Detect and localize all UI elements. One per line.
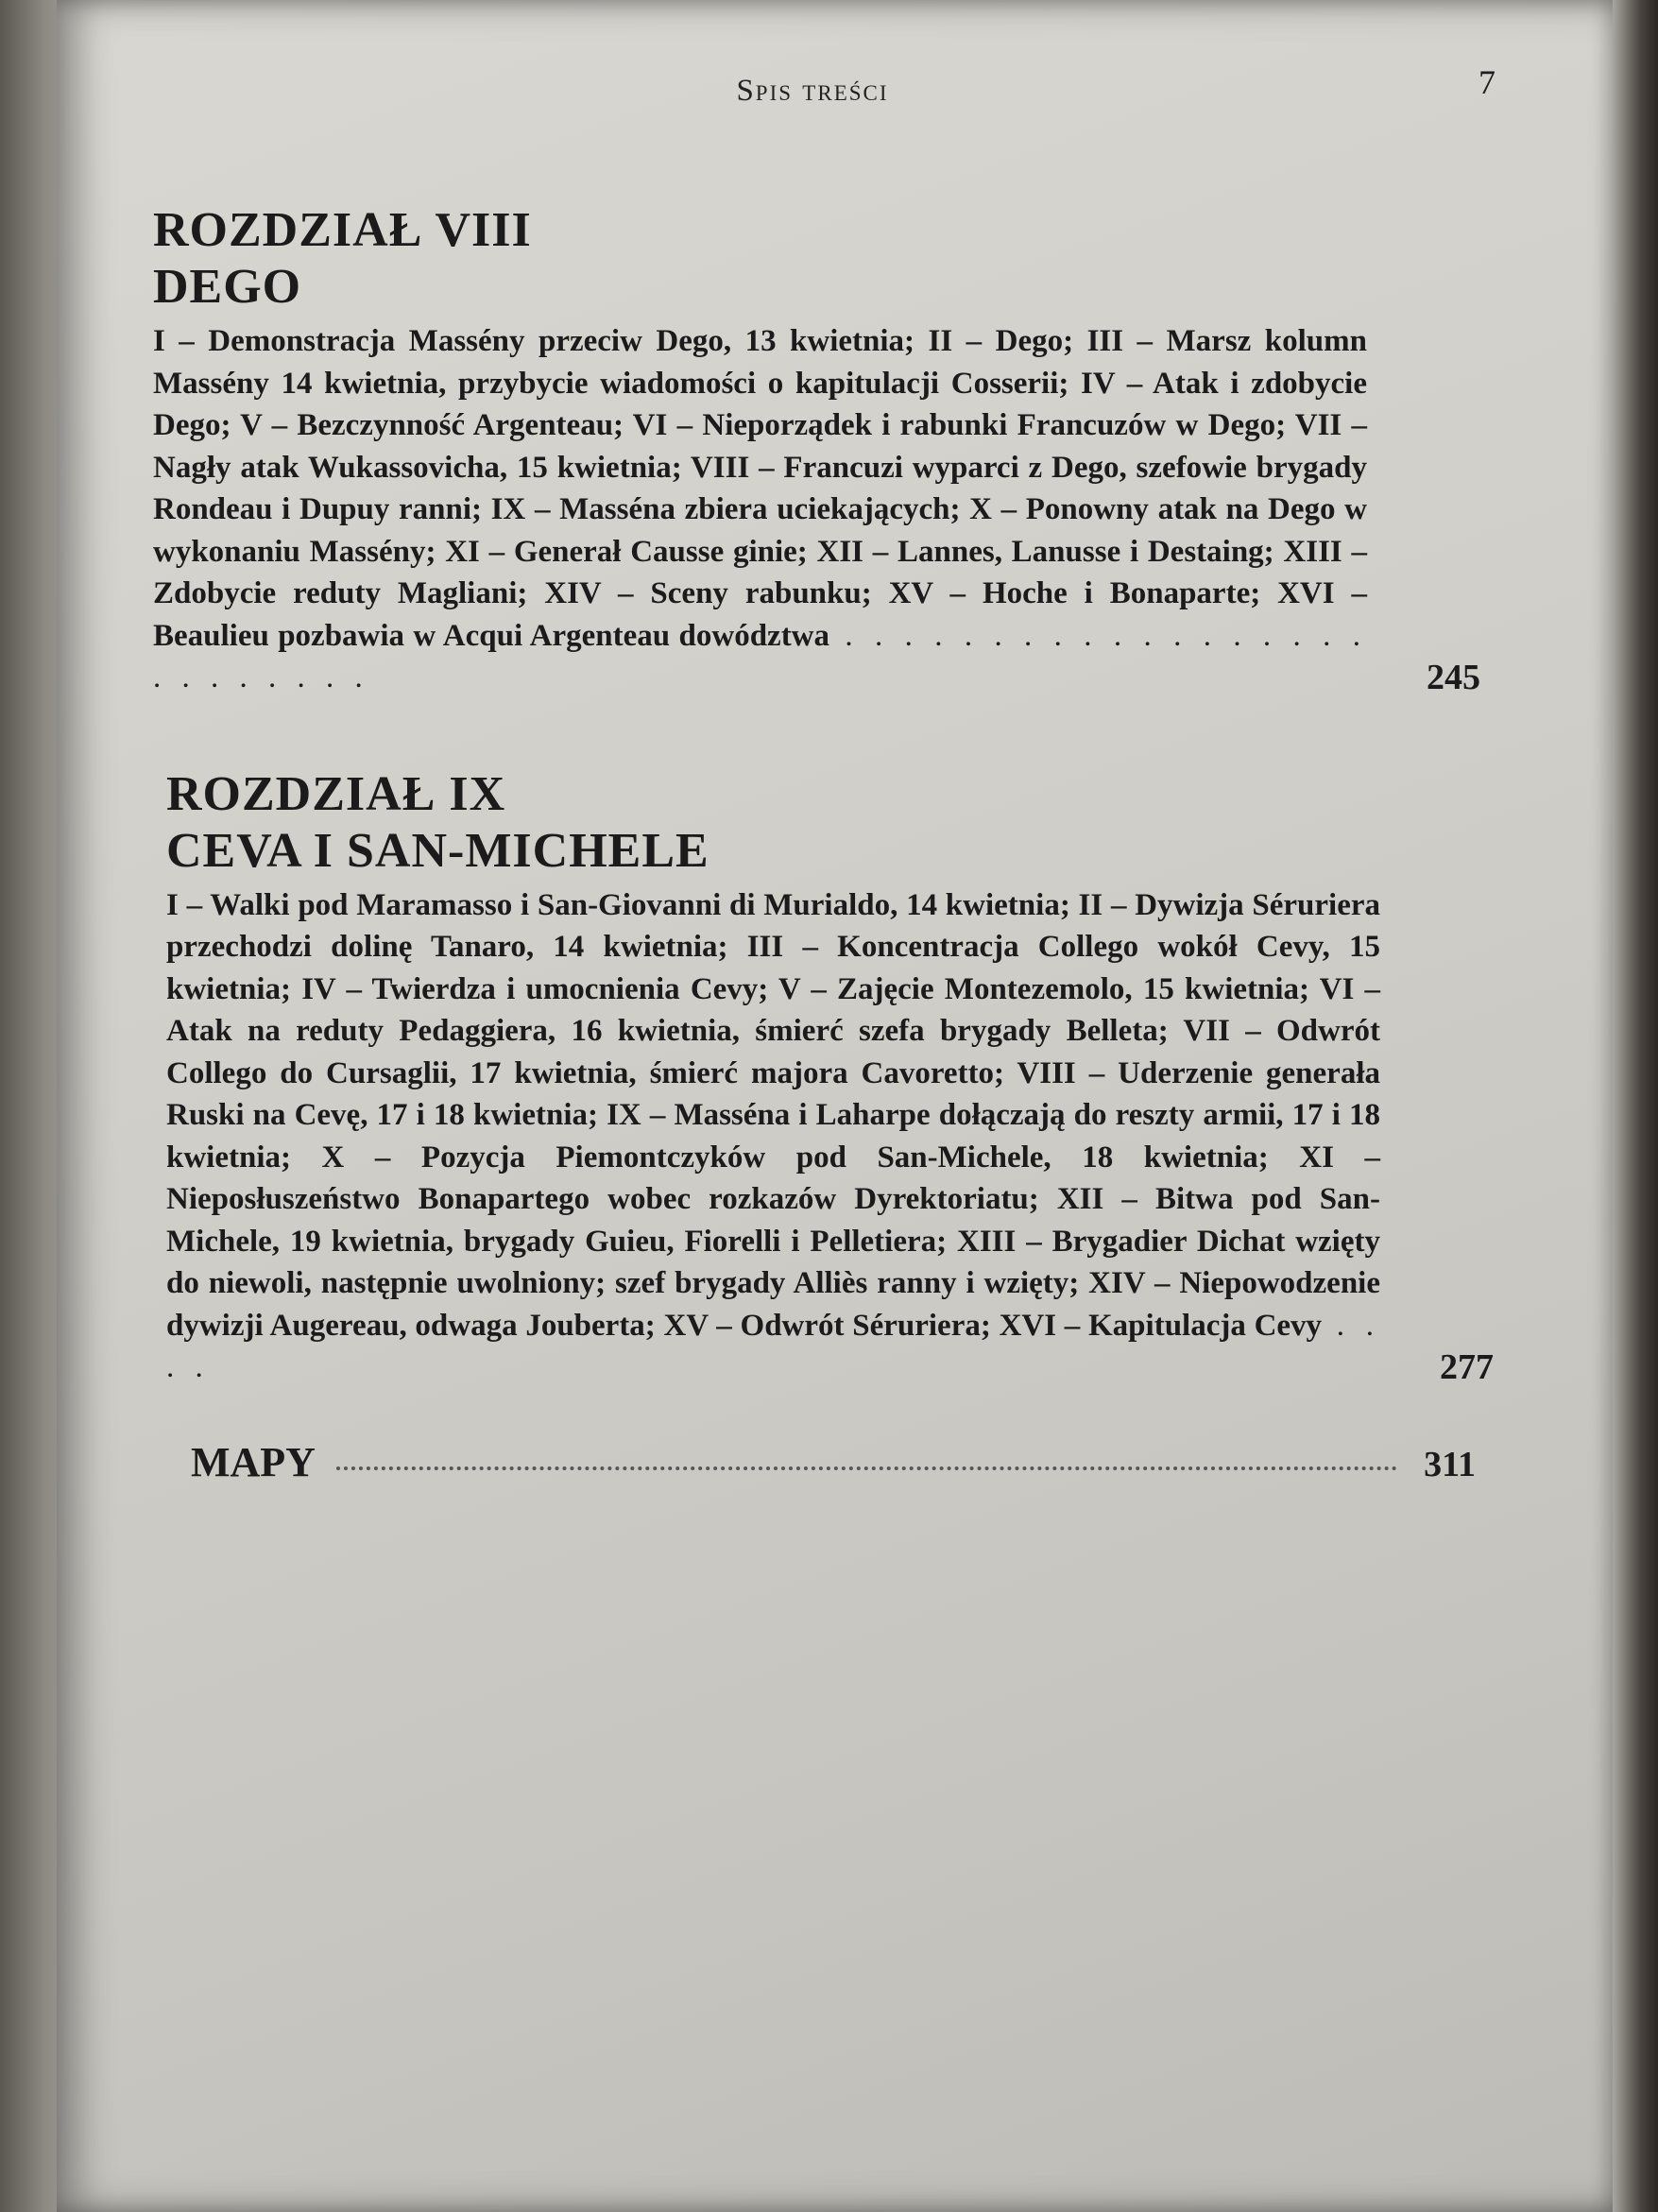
- page-number: 7: [1479, 63, 1496, 101]
- maps-label: MAPY: [191, 1438, 316, 1485]
- leader-dots: [336, 1466, 1397, 1470]
- leader-dots: . . . . . . . . . . . . . . . . . . . . . . . . . .: [153, 618, 1368, 694]
- chapter-summary: [153, 320, 1480, 699]
- chapter-summary: [166, 884, 1494, 1389]
- chapter-page-number: 245: [1427, 658, 1480, 697]
- leader-dots: . . . .: [166, 1308, 1381, 1384]
- chapter-page-number: 277: [1440, 1347, 1494, 1387]
- chapter-subtitle: DEGO: [153, 260, 302, 314]
- maps-page-number: 311: [1424, 1444, 1476, 1484]
- chapter-title: ROZDZIAŁ IX: [166, 766, 506, 821]
- running-head: Spis treści: [736, 74, 889, 108]
- chapter-summary-text: I – Demonstracja Massény przeciw Dego, 13 kwietnia; II – Dego; III – Marsz kolumn Massény 14 kwietnia, przybycie wiadomości o kapitulacji Cosserii; IV – Atak i zdobycie Dego; V – Bezczynność Argenteau; VI – Nieporządek i rabunki Francuzów w Dego; VII – Nagły atak Wukassovicha, 15 kwietnia; VIII – Francuzi wyparci z Dego, szefowie brygady Rondeau i Dupuy ranni; IX – Masséna zbiera uciekających; X – Ponowny atak na Dego w wykonaniu Massény; XI – Generał Causse ginie; XII – Lannes, Lanusse i Destaing; XIII – Zdobycie reduty Magliani; XIV – Sceny rabunku; XV – Hoche i Bonaparte; XVI – Beaulieu pozbawia w Acqui Argenteau dowództwa: [153, 324, 1367, 653]
- page-edge: [1613, 0, 1658, 2212]
- table-of-contents: [153, 203, 1494, 1486]
- chapter-entry: [166, 766, 1494, 1389]
- chapter-summary-text: I – Walki pod Maramasso i San-Giovanni di Murialdo, 14 kwietnia; II – Dywizja Séruriera przechodzi dolinę Tanaro, 14 kwietnia; III – Koncentracja Collego wokół Cevy, 15 kwietnia; IV – Twierdza i umocnienia Cevy; V – Zajęcie Montezemolo, 15 kwietnia; VI – Atak na reduty Pedaggiera, 16 kwietnia, śmierć szefa brygady Belleta; VII – Odwrót Collego do Cursaglii, 17 kwietnia, śmierć majora Cavoretto; VIII – Uderzenie generała Ruski na Cevę, 17 i 18 kwietnia; IX – Masséna i Laharpe dołączają do reszty armii, 17 i 18 kwietnia; X – Pozycja Piemontczyków pod San-Michele, 18 kwietnia; XI – Nieposłuszeństwo Bonapartego wobec rozkazów Dyrektoriatu; XII – Bitwa pod San-Michele, 19 kwietnia, brygady Guieu, Fiorelli i Pelletiera; XIII – Brygadier Dichat wzięty do niewoli, następnie uwolniony; szef brygady Alliès ranny i wzięty; XIV – Niepowodzenie dywizji Augereau, odwaga Jouberta; XV – Odwrót Séruriera; XVI – Kapitulacja Cevy: [166, 887, 1380, 1343]
- chapter-subtitle: CEVA I SAN-MICHELE: [166, 823, 709, 878]
- chapter-entry: [153, 203, 1480, 699]
- chapter-title: ROZDZIAŁ VIII: [153, 203, 532, 257]
- maps-entry: [191, 1438, 1476, 1486]
